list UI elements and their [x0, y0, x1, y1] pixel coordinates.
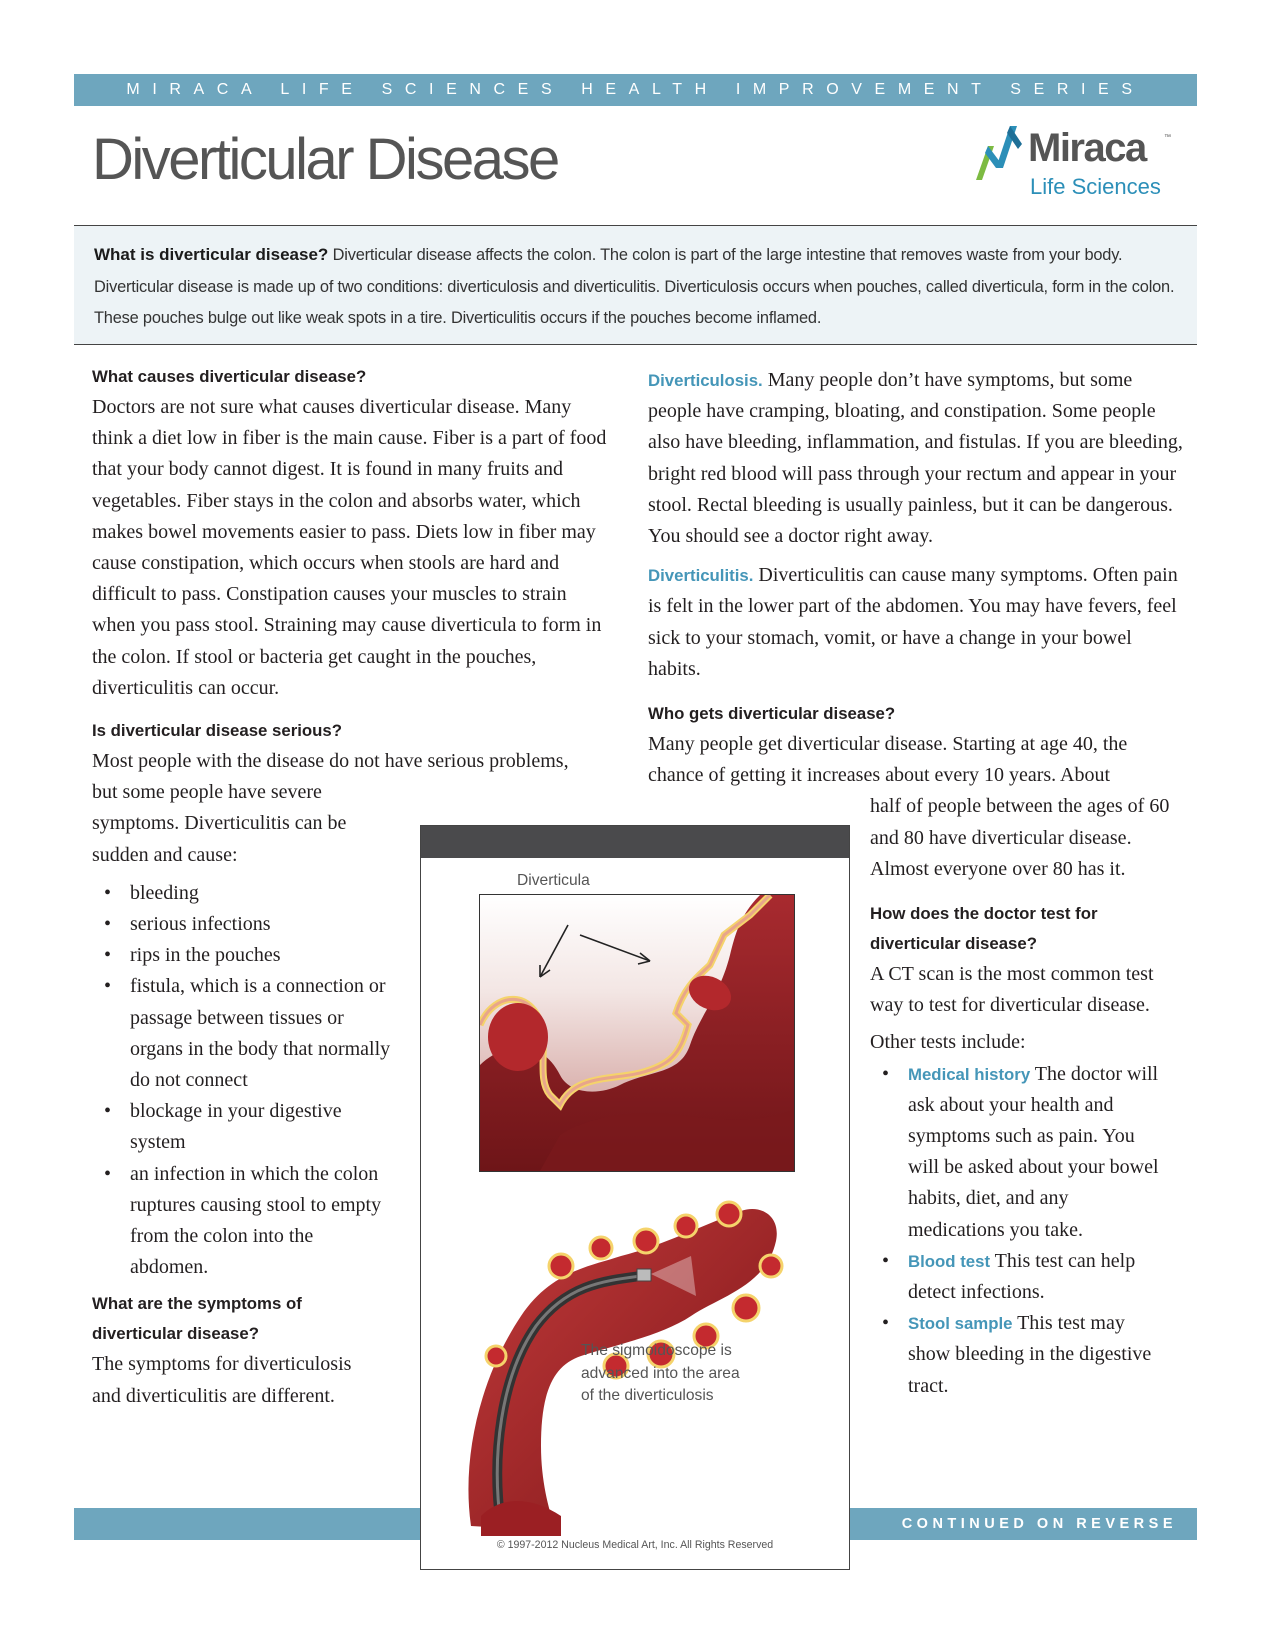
caption-line: of the diverticulosis	[581, 1387, 714, 1404]
figure-header-bar	[421, 826, 849, 858]
test-description: This test may show bleeding in the digestive tract.	[908, 1312, 1152, 1397]
who-heading: Who gets diverticular disease?	[648, 704, 896, 724]
who-text-wide: Many people get diverticular disease. Starting at age 40, the chance of getting it increases about every 10 years. About	[648, 733, 1128, 787]
test-label: Stool sample	[908, 1314, 1013, 1334]
list-item: • fistula, which is a connection or passage between tissues or organs in the body that normally do not connect	[92, 971, 392, 1096]
sigmoidoscope-caption	[581, 1340, 740, 1408]
miraca-logo	[970, 122, 1180, 204]
test-heading-line2: diverticular disease?	[870, 934, 1037, 954]
miraca-logo-mark-icon	[970, 122, 1028, 184]
who-text-narrow: half of people between the ages of 60 and 80 have diverticular disease. Almost everyone over 80 has it.	[870, 795, 1170, 880]
serious-text-wide: Most people with the disease do not have serious problems,	[92, 750, 569, 773]
symptoms-heading-line2: diverticular disease?	[92, 1324, 259, 1344]
figure-copyright: © 1997-2012 Nucleus Medical Art, Inc. All Rights Reserved	[496, 1539, 774, 1551]
diverticulosis-text: Many people don’t have symptoms, but some people have cramping, bloating, and constipation. Some people also have bleeding, inflammation, and fistulas. If you are bleeding, bright red blood will pass through your rectum and appear in your stool. Rectal bleeding is usually painless, but it can be dangerous. You should see a doctor right away.	[648, 369, 1183, 548]
serious-heading: Is diverticular disease serious?	[92, 721, 342, 741]
causes-text: Doctors are not sure what causes diverticular disease. Many think a diet low in fiber is the main cause. Fiber is a part of food that your body cannot digest. It is found in many fruits and vegetables. Fiber stays in the colon and absorbs water, which makes bowel movements easier to pass. Diets low in fiber may cause constipation, which occurs when stools are hard and difficult to pass. Constipation causes your muscles to strain when you pass stool. Straining may cause diverticula to form in the colon. If stool or bacteria get caught in the pouches, diverticulitis can occur.	[92, 396, 607, 699]
logo-wordmark: Miraca	[1028, 126, 1146, 170]
diverticulitis-paragraph	[648, 560, 1183, 685]
list-item	[870, 1059, 1160, 1246]
test-description: The doctor will ask about your health and symptoms such as pain. You will be asked about your bowel habits, diet, and any medications you take.	[908, 1062, 1159, 1241]
list-item	[870, 1246, 1160, 1308]
series-banner: MIRACA LIFE SCIENCES HEALTH IMPROVEMENT SERIES	[74, 74, 1197, 106]
serious-text-narrow: but some people have severe symptoms. Diverticulitis can be sudden and cause:	[92, 781, 347, 866]
logo-subtitle: Life Sciences	[1030, 174, 1161, 199]
diverticulosis-label: Diverticulosis.	[648, 371, 763, 390]
diverticula-label: Diverticula	[517, 872, 590, 889]
intro-answer: Diverticular disease affects the colon. The colon is part of the large intestine that removes waste from your body. Diverticular disease is made up of two conditions: diverticulosis and diverticulitis. Diverticulosis occurs when pouches, called diverticula, form in the colon. These pouches bulge out like weak spots in a tire. Diverticulitis occurs if the pouches become inflamed.	[94, 246, 1175, 327]
test-text: A CT scan is the most common test way to test for diverticular disease.	[870, 963, 1154, 1017]
intro-box	[74, 225, 1197, 345]
medical-illustration-figure	[420, 825, 850, 1570]
tests-list	[870, 1059, 1160, 1402]
list-item: • serious infections	[92, 909, 392, 940]
diverticulitis-label: Diverticulitis.	[648, 566, 754, 586]
test-heading-line1: How does the doctor test for	[870, 904, 1098, 924]
causes-heading: What causes diverticular disease?	[92, 367, 367, 386]
list-item	[870, 1308, 1160, 1402]
logo-trademark: ™	[1164, 134, 1171, 141]
diverticula-illustration	[479, 894, 795, 1172]
list-item: • blockage in your digestive system	[92, 1096, 392, 1158]
diverticulitis-text: Diverticulitis can cause many symptoms. Often pain is felt in the lower part of the abdomen. You may have fevers, feel sick to your stomach, vomit, or have a change in your bowel habits.	[648, 564, 1178, 680]
caption-line: advanced into the area	[581, 1364, 740, 1382]
test-label: Medical history	[908, 1064, 1031, 1084]
continued-on-reverse: CONTINUED ON REVERSE	[901, 1516, 1177, 1532]
document-title: Diverticular Disease	[92, 127, 558, 192]
list-item: • an infection in which the colon ruptures causing stool to empty from the colon into the abdomen.	[92, 1159, 392, 1284]
caption-line: The sigmoidoscope is	[581, 1342, 732, 1359]
symptoms-text: The symptoms for diverticulosis and diverticulitis are different.	[92, 1353, 352, 1407]
other-tests-intro: Other tests include:	[870, 1031, 1026, 1054]
complications-list	[92, 878, 392, 1284]
diverticulosis-paragraph	[648, 365, 1183, 552]
test-label: Blood test	[908, 1251, 991, 1271]
testing-section	[870, 899, 1170, 1402]
symptoms-heading-line1: What are the symptoms of	[92, 1294, 302, 1314]
list-item: • rips in the pouches	[92, 940, 392, 971]
intro-question: What is diverticular disease?	[94, 245, 329, 264]
test-description: This test can help detect infections.	[908, 1249, 1136, 1304]
list-item: • bleeding	[92, 878, 392, 909]
